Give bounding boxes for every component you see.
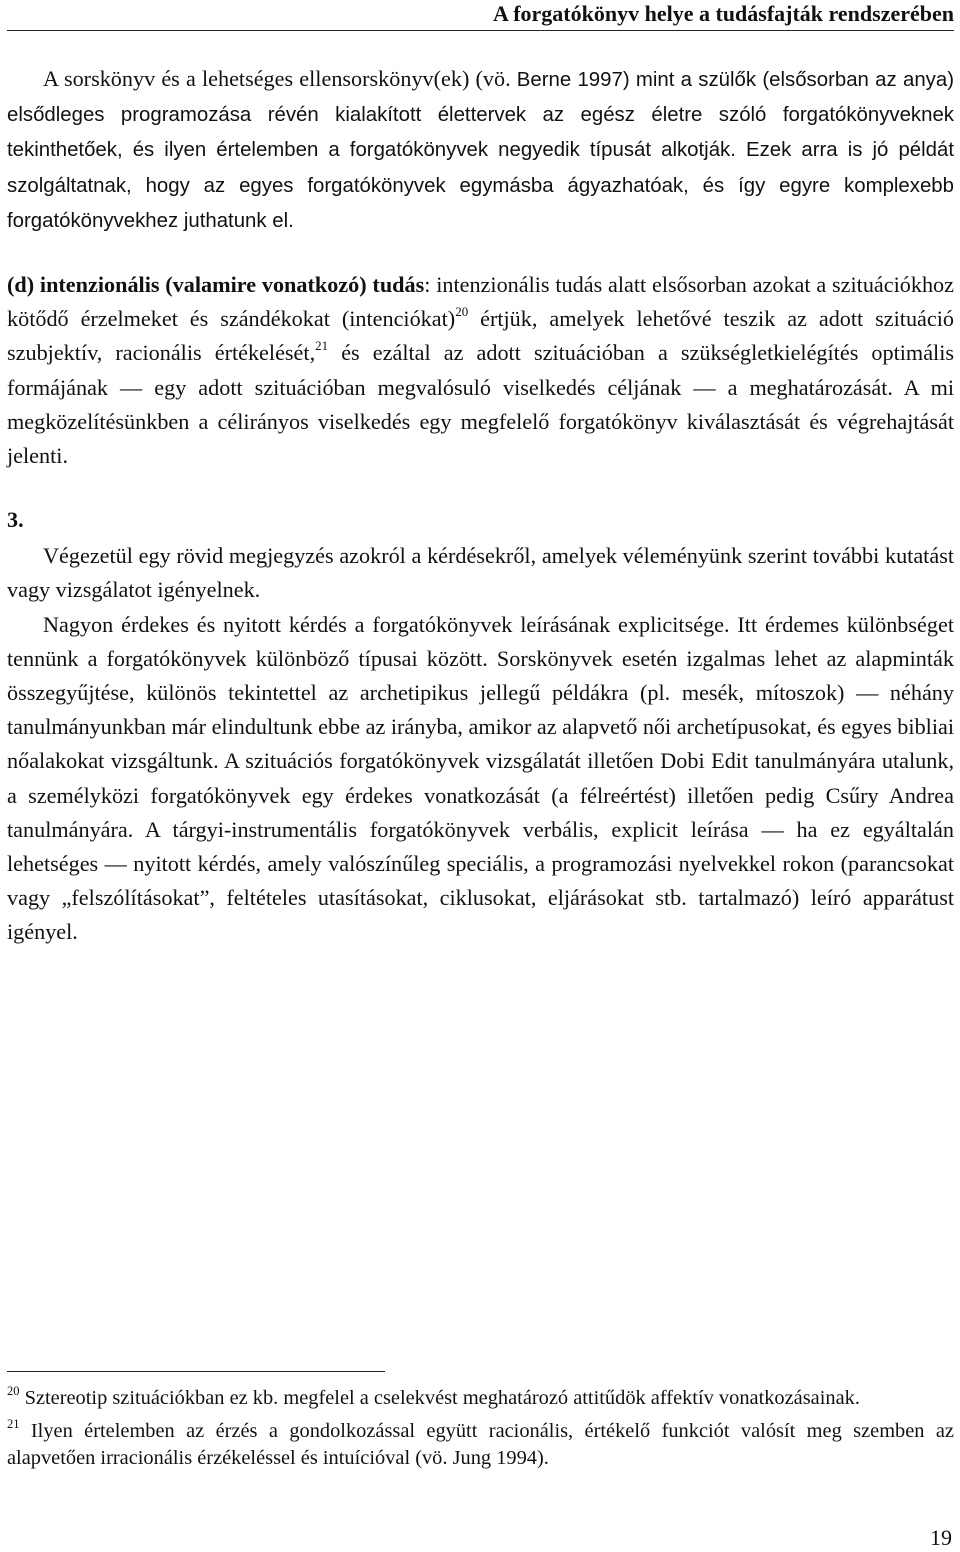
paragraph-text-part2: értjük, amelyek lehetővé teszik az adott szituáció szubjektív, racionális értékelését, [7, 306, 955, 366]
paragraph-explicitseg: Nagyon érdekes és nyitott kérdés a forgatókönyvek leírásának explicitsége. Itt érdemes különbséget tennünk a forgatókönyvek különböző típusai között. Sorskönyvek esetén izgalmas lehet az alapminták összegyűjtése, különös tekintettel az archetipikus jellegű példákra (pl. mesék, mítoszok) — néhány tanulmányunkban már elindultunk ebbe az irányba, amikor az alapvető női archetípusokat, és egyes bibliai nőalakokat vizsgáltunk. A szituációs forgatókönyvek vizsgálatát illetően Dobi Edit tanulmányára utalunk, a személyközi forgatókönyvek egy érdekes vonatkozását (a félreértést) illetően pedig Csűry Andrea tanulmányára. A tárgyi-instrumentális forgatókönyvek verbális, explicit leírása — ha ez egyáltalán lehetséges — nyitott kérdés, amely valószínűleg speciális, a programozási nyelvekkel rokon (parancsokat vagy „felszólításokat”, feltételes utasításokat, ciklusokat, eljárásokat stb. tartalmazó) leíró apparátust igényel. [7, 611, 954, 945]
paragraph-text-part1: : intenzionális tudás alatt elsősorban azokat a szituációkhoz kötődő érzelmeket és szándékokat (intenciókat) [7, 272, 954, 332]
paragraph-megjegyzes: Végezetül egy rövid megjegyzés azokról a kérdésekről, amelyek véleményünk szerint további kutatást vagy vizsgálatot igényelnek. [7, 543, 954, 603]
running-header: A forgatókönyv helye a tudásfajták rendszerében [7, 0, 954, 31]
footnote-ref-20[interactable]: 20 [455, 304, 469, 320]
footnote-ref-21[interactable]: 21 [315, 338, 329, 354]
term-intenzionalis-tudas: (d) intenzionális (valamire vonatkozó) tudás [7, 272, 425, 298]
paragraph-sorskonyv [7, 62, 954, 238]
paragraph-text-part3: és ezáltal az adott szituációban a szükségletkielégítés optimális formájának — egy adott szituációban megvalósuló viselkedés céljának — a meghatározását. A mi megközelítésünkben a célirányos viselkedés egy megfelelő forgatókönyv kiválasztását és végrehajtását jelenti. [7, 340, 955, 469]
footnote-text: Sztereotip szituációkban ez kb. megfelel a cselekvést meghatározó attitűdök affektív vonatkozásainak. [19, 1387, 860, 1409]
footnotes [7, 1385, 954, 1472]
footnote-number: 21 [7, 1417, 20, 1431]
document-page [7, 0, 955, 1550]
page-number: 19 [930, 1525, 952, 1550]
footnote-text: Ilyen értelemben az érzés a gondolkozással együtt racionális, értékelő funkciót valósít meg szemben az alapvetően irracionális érzékeléssel és intuícióval (vö. Jung 1994). [7, 1420, 954, 1469]
footnote-20 [7, 1385, 954, 1412]
paragraph-sorskonyv-start: A sorskönyv és a lehetséges ellensorskönyv(ek) (vö. [43, 66, 517, 91]
footnote-divider [7, 1371, 385, 1372]
section-number: 3. [7, 507, 24, 533]
footnote-number: 20 [7, 1384, 20, 1398]
footnote-21 [7, 1418, 954, 1472]
paragraph-intenzionalis-tudas [7, 268, 954, 473]
paragraph-sorskonyv-rest: Berne 1997) mint a szülők (elsősorban az anya) elsődleges programozása révén kialakított élettervek az egész életre szóló forgatókönyveknek tekinthetőek, és ilyen értelemben a forgatókönyvek negyedik típusát alkotják. Ezek arra is jó példát szolgáltatnak, hogy az egyes forgatókönyvek egymásba ágyazhatóak, és így egyre komplexebb forgatókönyvekhez juthatunk el. [7, 69, 954, 232]
